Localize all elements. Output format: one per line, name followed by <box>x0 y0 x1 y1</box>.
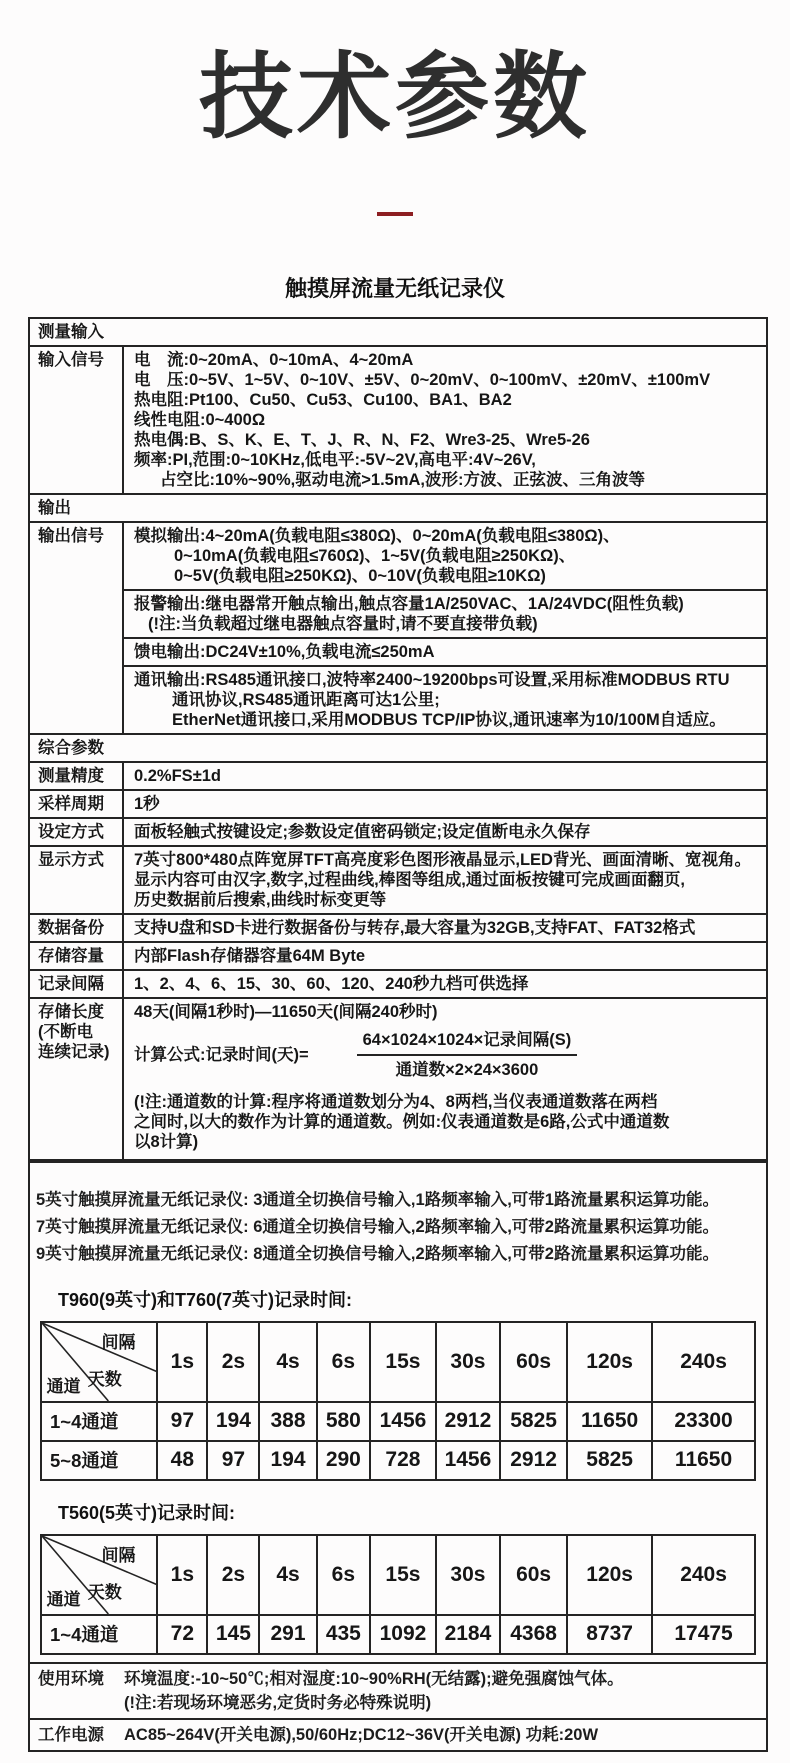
row-label-backup: 数据备份 <box>29 914 123 942</box>
record-days-cell: 2912 <box>500 1441 567 1480</box>
interval-header: 4s <box>259 1535 316 1615</box>
interval-header: 120s <box>567 1322 652 1402</box>
spec-line: 7英寸800*480点阵宽屏TFT高亮度彩色图形液晶显示,LED背光、画面清晰、宽视角。 <box>134 850 751 869</box>
interval-header: 1s <box>157 1322 207 1402</box>
corner-label-interval: 间隔 <box>101 1545 136 1565</box>
spec-line: 热电阻:Pt100、Cu50、Cu53、Cu100、BA1、BA2 <box>134 390 512 409</box>
row-label-accuracy: 测量精度 <box>29 762 123 790</box>
storage-note <box>134 1092 756 1152</box>
row-label-capacity: 存储容量 <box>29 942 123 970</box>
interval-header: 240s <box>652 1535 755 1615</box>
t960-header-row <box>41 1322 755 1402</box>
row-label-channels-1-4: 1~4通道 <box>41 1615 157 1654</box>
corner-label-days: 天数 <box>87 1582 122 1602</box>
comm-output-block <box>124 665 766 733</box>
section-header-general: 综合参数 <box>29 734 767 762</box>
t560-row-1-4 <box>41 1615 755 1654</box>
row-value-sampling: 1秒 <box>123 790 767 818</box>
record-days-cell: 97 <box>157 1402 207 1441</box>
diagonal-corner-cell <box>41 1322 157 1402</box>
label-line: (不断电 <box>38 1022 93 1041</box>
record-days-cell: 17475 <box>652 1615 755 1654</box>
record-days-cell: 1092 <box>370 1615 436 1654</box>
spec-line: EtherNet通讯接口,采用MODBUS TCP/IP协议,通讯速率为10/100M自适应。 <box>172 710 726 729</box>
interval-header: 2s <box>207 1322 259 1402</box>
record-days-cell: 2912 <box>436 1402 500 1441</box>
row-label-environment: 使用环境 <box>38 1669 104 1688</box>
record-days-cell: 2184 <box>436 1615 500 1654</box>
spec-row-display <box>29 846 767 914</box>
row-label-storage-length <box>29 998 123 1160</box>
spec-row-setting <box>29 818 767 846</box>
environment-row <box>30 1662 766 1718</box>
record-days-cell: 48 <box>157 1441 207 1480</box>
spec-line: (!注:通道数的计算:程序将通道数划分为4、8两档,当仪表通道数落在两档 <box>134 1092 658 1111</box>
t560-table-title: T560(5英寸)记录时间: <box>58 1502 236 1523</box>
spec-line: 电 压:0~5V、1~5V、0~10V、±5V、0~20mV、0~100mV、±20mV、±100mV <box>134 370 711 389</box>
spec-row-storage-length <box>29 998 767 1160</box>
t560-header-row <box>41 1535 755 1615</box>
record-days-cell: 290 <box>317 1441 371 1480</box>
environment-line: 环境温度:-10~50℃;相对湿度:10~90%RH(无结露);避免强腐蚀气体。 <box>124 1669 624 1688</box>
spec-line: 之间时,以大的数作为计算的通道数。例如:仪表通道数是6路,公式中通道数 <box>134 1112 670 1131</box>
record-days-cell: 5825 <box>567 1441 652 1480</box>
spacer <box>30 1655 766 1662</box>
spec-line: 报警输出:继电器常开触点输出,触点容量1A/250VAC、1A/24VDC(阻性负载) <box>134 594 684 613</box>
record-days-cell: 291 <box>259 1615 316 1654</box>
spec-line: 占空比:10%~90%,驱动电流>1.5mA,波形:方波、正弦波、三角波等 <box>160 470 646 489</box>
product-subtitle: 触摸屏流量无纸记录仪 <box>284 275 505 301</box>
t560-record-table <box>40 1534 756 1655</box>
spec-line: 模拟输出:4~20mA(负载电阻≤380Ω)、0~20mA(负载电阻≤380Ω)、 <box>134 526 620 545</box>
interval-header: 6s <box>317 1535 371 1615</box>
spec-line: 0~10mA(负载电阻≤760Ω)、1~5V(负载电阻≥250KΩ)、 <box>174 546 576 565</box>
record-days-cell: 5825 <box>500 1402 567 1441</box>
feed-output-block <box>124 637 766 665</box>
section-row-general <box>29 734 767 762</box>
power-row <box>30 1718 766 1750</box>
row-label-channels-5-8: 5~8通道 <box>41 1441 157 1480</box>
models-section <box>28 1161 768 1752</box>
section-row-output <box>29 494 767 522</box>
spec-line: 频率:PI,范围:0~10KHz,低电平:-5V~2V,高电平:4V~26V, <box>134 450 536 469</box>
record-days-cell: 194 <box>207 1402 259 1441</box>
model-descriptions <box>30 1163 766 1268</box>
spec-row-input-signal <box>29 346 767 494</box>
row-label-power: 工作电源 <box>38 1725 104 1744</box>
interval-header: 30s <box>436 1322 500 1402</box>
spec-row-backup <box>29 914 767 942</box>
interval-header: 60s <box>500 1535 567 1615</box>
row-label-channels-1-4: 1~4通道 <box>41 1402 157 1441</box>
row-label-output-signal: 输出信号 <box>29 522 123 734</box>
title-accent-dash <box>377 212 413 216</box>
spec-line: 热电偶:B、S、K、E、T、J、R、N、F2、Wre3-25、Wre5-26 <box>134 430 590 449</box>
row-label-sampling: 采样周期 <box>29 790 123 818</box>
spec-row-sampling <box>29 790 767 818</box>
interval-header: 240s <box>652 1322 755 1402</box>
spec-line: 通讯输出:RS485通讯接口,波特率2400~19200bps可设置,采用标准MODBUS RTU <box>134 670 730 689</box>
section-header-measure-input: 测量输入 <box>29 318 767 346</box>
model-description-7inch: 7英寸触摸屏流量无纸记录仪: 6通道全切换信号输入,2路频率输入,可带2路流量累积运算功能。 <box>36 1217 719 1236</box>
model-description-9inch: 9英寸触摸屏流量无纸记录仪: 8通道全切换信号输入,2路频率输入,可带2路流量累积运算功能。 <box>36 1244 719 1263</box>
row-label-input-signal: 输入信号 <box>29 346 123 494</box>
record-days-cell: 1456 <box>370 1402 436 1441</box>
spec-line: 历史数据前后搜索,曲线时标变更等 <box>134 890 387 909</box>
page-title: 技术参数 <box>198 44 591 149</box>
diagonal-corner-cell <box>41 1535 157 1615</box>
corner-label-days: 天数 <box>87 1369 122 1389</box>
spec-line: 电 流:0~20mA、0~10mA、4~20mA <box>134 350 414 369</box>
record-days-cell: 97 <box>207 1441 259 1480</box>
record-days-cell: 388 <box>259 1402 316 1441</box>
spec-line: 显示内容可由汉字,数字,过程曲线,棒图等组成,通过面板按键可完成画面翻页, <box>134 870 685 889</box>
formula-prefix: 计算公式:记录时间(天)= <box>134 1045 309 1064</box>
spec-row-interval <box>29 970 767 998</box>
interval-header: 1s <box>157 1535 207 1615</box>
record-days-cell: 435 <box>317 1615 371 1654</box>
t960-table-title: T960(9英寸)和T760(7英寸)记录时间: <box>58 1289 353 1310</box>
row-value-setting: 面板轻触式按键设定;参数设定值密码锁定;设定值断电永久保存 <box>123 818 767 846</box>
interval-header: 6s <box>317 1322 371 1402</box>
record-days-cell: 11650 <box>652 1441 755 1480</box>
record-days-cell: 4368 <box>500 1615 567 1654</box>
t960-row-1-4 <box>41 1402 755 1441</box>
record-days-cell: 23300 <box>652 1402 755 1441</box>
record-days-cell: 8737 <box>567 1615 652 1654</box>
label-line: 存储长度 <box>38 1002 104 1021</box>
row-label-display: 显示方式 <box>29 846 123 914</box>
analog-output-block <box>124 523 766 589</box>
row-value-interval: 1、2、4、6、15、30、60、120、240秒九档可供选择 <box>123 970 767 998</box>
formula-fraction <box>357 1030 578 1080</box>
spec-line: 以8计算) <box>134 1132 199 1151</box>
interval-header: 2s <box>207 1535 259 1615</box>
t960-record-table <box>40 1321 756 1481</box>
row-value-capacity: 内部Flash存储器容量64M Byte <box>123 942 767 970</box>
spec-line: 通讯协议,RS485通讯距离可达1公里; <box>172 690 440 709</box>
label-line: 连续记录) <box>38 1042 110 1061</box>
spec-sheet-page <box>0 46 790 1763</box>
t960-row-5-8 <box>41 1441 755 1480</box>
spec-line: 0~5V(负载电阻≥250KΩ)、0~10V(负载电阻≥10KΩ) <box>174 566 546 585</box>
interval-header: 15s <box>370 1322 436 1402</box>
formula-numerator: 64×1024×1024×记录间隔(S) <box>357 1030 578 1056</box>
interval-header: 4s <box>259 1322 316 1402</box>
model-description-5inch: 5英寸触摸屏流量无纸记录仪: 3通道全切换信号输入,1路频率输入,可带1路流量累积运算功能。 <box>36 1190 719 1209</box>
storage-formula <box>134 1030 756 1080</box>
spec-row-output-signal <box>29 522 767 734</box>
spec-line: 线性电阻:0~400Ω <box>134 410 266 429</box>
interval-header: 60s <box>500 1322 567 1402</box>
spec-table <box>28 317 768 1161</box>
spec-line: 馈电输出:DC24V±10%,负载电流≤250mA <box>134 642 435 661</box>
record-days-cell: 1456 <box>436 1441 500 1480</box>
power-value: AC85~264V(开关电源),50/60Hz;DC12~36V(开关电源) 功耗:20W <box>124 1725 599 1744</box>
record-days-cell: 728 <box>370 1441 436 1480</box>
record-days-cell: 72 <box>157 1615 207 1654</box>
environment-line: (!注:若现场环境恶劣,定货时务必特殊说明) <box>124 1693 432 1712</box>
corner-label-interval: 间隔 <box>101 1332 136 1352</box>
interval-header: 30s <box>436 1535 500 1615</box>
interval-header: 15s <box>370 1535 436 1615</box>
section-header-output: 输出 <box>29 494 767 522</box>
record-days-cell: 11650 <box>567 1402 652 1441</box>
row-value-accuracy: 0.2%FS±1d <box>123 762 767 790</box>
record-days-cell: 580 <box>317 1402 371 1441</box>
storage-range-line: 48天(间隔1秒时)—11650天(间隔240秒时) <box>134 1002 438 1021</box>
formula-denominator: 通道数×2×24×3600 <box>395 1060 539 1079</box>
record-days-cell: 145 <box>207 1615 259 1654</box>
spec-line: (!注:当负载超过继电器触点容量时,请不要直接带负载) <box>148 614 538 633</box>
row-value-backup: 支持U盘和SD卡进行数据备份与转存,最大容量为32GB,支持FAT、FAT32格式 <box>123 914 767 942</box>
record-days-cell: 194 <box>259 1441 316 1480</box>
interval-header: 120s <box>567 1535 652 1615</box>
spec-row-accuracy <box>29 762 767 790</box>
alarm-output-block <box>124 589 766 637</box>
corner-label-channels: 通道 <box>46 1590 81 1610</box>
row-label-setting: 设定方式 <box>29 818 123 846</box>
row-label-interval: 记录间隔 <box>29 970 123 998</box>
section-row-measure-input <box>29 318 767 346</box>
spec-row-capacity <box>29 942 767 970</box>
corner-label-channels: 通道 <box>46 1377 81 1397</box>
